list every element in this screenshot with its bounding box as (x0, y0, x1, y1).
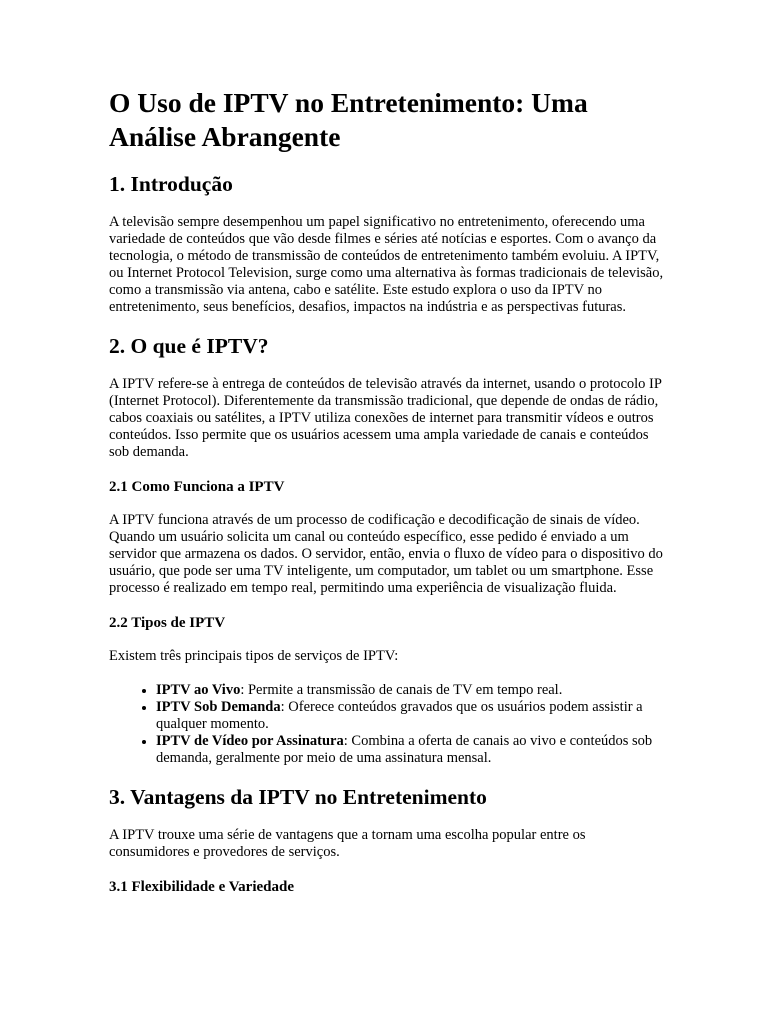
subsection-heading-como-funciona: 2.1 Como Funciona a IPTV (109, 479, 285, 495)
list-item-term: IPTV de Vídeo por Assinatura (156, 733, 344, 749)
types-list (109, 682, 669, 767)
document-title: O Uso de IPTV no Entretenimento: Uma Análise Abrangente (109, 87, 588, 152)
document-page (109, 86, 669, 912)
list-item-term: IPTV ao Vivo (156, 682, 241, 698)
list-item (156, 733, 669, 767)
types-intro-paragraph: Existem três principais tipos de serviços de IPTV: (109, 648, 399, 664)
list-item-desc: : Permite a transmissão de canais de TV em tempo real. (240, 682, 563, 698)
subsection-heading-flexibilidade: 3.1 Flexibilidade e Variedade (109, 879, 295, 895)
section-heading-vantagens: 3. Vantagens da IPTV no Entretenimento (109, 785, 487, 809)
subsection-heading-tipos: 2.2 Tipos de IPTV (109, 615, 226, 631)
list-item-desc: : Oferece conteúdos gravados que os usuários podem assistir a qualquer momento. (156, 699, 643, 732)
list-item-desc: : Combina a oferta de canais ao vivo e conteúdos sob demanda, geralmente por meio de uma assinatura mensal. (156, 733, 653, 766)
list-item-term: IPTV Sob Demanda (156, 699, 281, 715)
what-is-paragraph: A IPTV refere-se à entrega de conteúdos de televisão através da internet, usando o protocolo IP (Internet Protocol). Diferentemente da transmissão tradicional, que depende de ondas de rádio, cabos coaxiais ou satélites, a IPTV utiliza conexões de internet para transmitir vídeos e outros conteúdos. Isso permite que os usuários acessem uma ampla variedade de canais e conteúdos sob demanda. (109, 376, 662, 460)
advantages-paragraph: A IPTV trouxe uma série de vantagens que a tornam uma escolha popular entre os consumidores e provedores de serviços. (109, 827, 586, 860)
list-item (156, 699, 669, 733)
list-item (156, 682, 669, 699)
section-heading-o-que-e-iptv: 2. O que é IPTV? (109, 334, 269, 358)
section-heading-introducao: 1. Introdução (109, 172, 233, 196)
intro-paragraph: A televisão sempre desempenhou um papel significativo no entretenimento, oferecendo uma variedade de conteúdos que vão desde filmes e séries até notícias e esportes. Com o avanço da tecnologia, o método de transmissão de conteúdos de entretenimento também evoluiu. A IPTV, ou Internet Protocol Television, surge como uma alternativa às formas tradicionais de televisão, como a transmissão via antena, cabo e satélite. Este estudo explora o uso da IPTV no entretenimento, seus benefícios, desafios, impactos na indústria e as perspectivas futuras. (109, 214, 664, 315)
how-it-works-paragraph: A IPTV funciona através de um processo de codificação e decodificação de sinais de vídeo. Quando um usuário solicita um canal ou conteúdo específico, esse pedido é enviado a um servidor que armazena os dados. O servidor, então, envia o fluxo de vídeo para o dispositivo do usuário, que pode ser uma TV inteligente, um computador, um tablet ou um smartphone. Esse processo é realizado em tempo real, permitindo uma experiência de visualização fluida. (109, 512, 663, 596)
